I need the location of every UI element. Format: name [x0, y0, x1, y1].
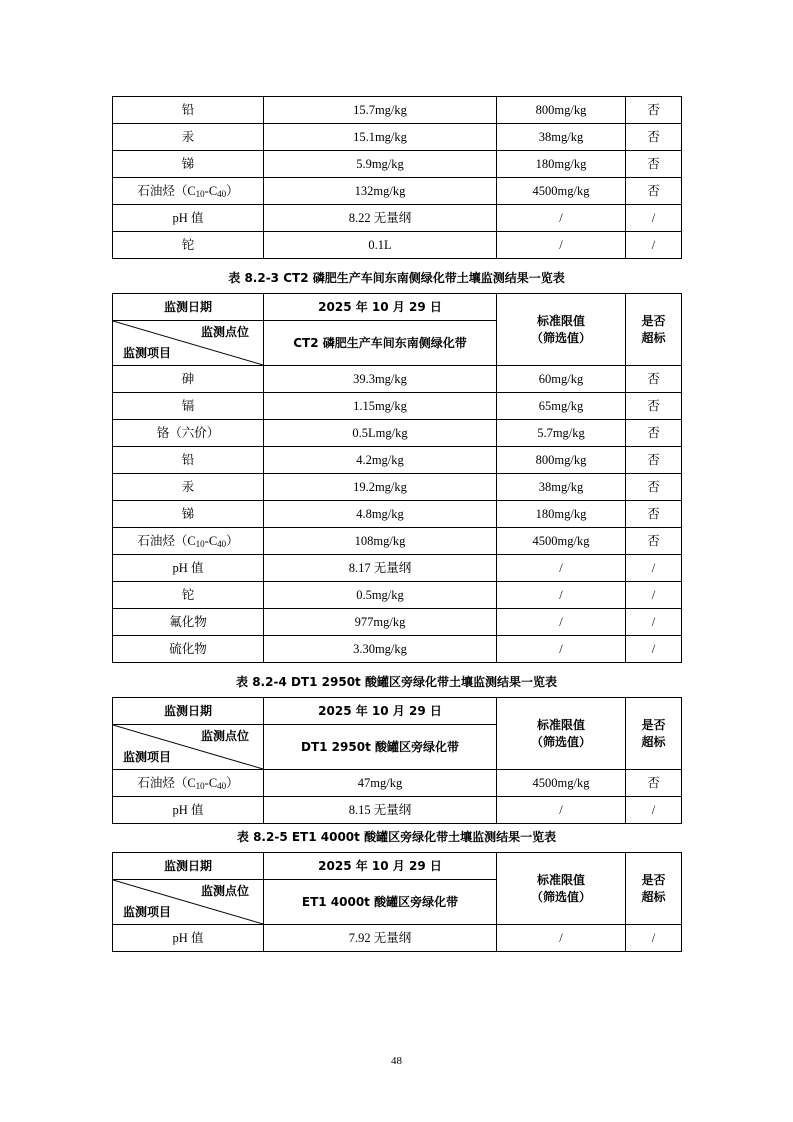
exceed-cell: / [626, 609, 682, 636]
item-cell: 铊 [113, 232, 264, 259]
table-row [113, 97, 682, 124]
item-cell: 铊 [113, 582, 264, 609]
item-label: 监测项目 [123, 346, 172, 360]
limit-cell: / [497, 582, 626, 609]
item-cell: 汞 [113, 474, 264, 501]
item-cell: 石油烃$(C_{10}-C_{40})$ [113, 178, 264, 205]
value-cell: 0.5mg/kg [264, 582, 497, 609]
table-row [113, 393, 682, 420]
date-value: 2025 年 10 月 29 日 [264, 294, 497, 321]
table-row [113, 151, 682, 178]
table-8-2-5 [112, 852, 682, 952]
point-name: ET1 4000t 酸罐区旁绿化带 [264, 880, 497, 925]
value-cell: 39.3mg/kg [264, 366, 497, 393]
exceed-cell: / [626, 232, 682, 259]
table-row [113, 582, 682, 609]
exceed-header: 是否 超标 [626, 294, 682, 366]
item-cell: 锑 [113, 501, 264, 528]
limit-cell: 60mg/kg [497, 366, 626, 393]
item-cell: pH 值 [113, 205, 264, 232]
point-label: 监测点位 [200, 884, 249, 898]
limit-cell: / [497, 797, 626, 824]
exceed-cell: 否 [626, 474, 682, 501]
value-cell: 15.1mg/kg [264, 124, 497, 151]
limit-cell: / [497, 636, 626, 663]
item-cell: 锑 [113, 151, 264, 178]
item-cell: pH 值 [113, 797, 264, 824]
item-cell: 铅 [113, 447, 264, 474]
exceed-cell: 否 [626, 151, 682, 178]
exceed-cell: 否 [626, 393, 682, 420]
value-cell: 8.22 无量纲 [264, 205, 497, 232]
value-cell: 4.8mg/kg [264, 501, 497, 528]
point-name: CT2 磷肥生产车间东南侧绿化带 [264, 321, 497, 366]
point-label: 监测点位 [200, 325, 249, 339]
exceed-cell: 否 [626, 528, 682, 555]
table-continued [112, 96, 682, 259]
table-8-2-4-caption: 表 8.2-4 DT1 2950t 酸罐区旁绿化带土壤监测结果一览表 [236, 675, 557, 689]
date-value: 2025 年 10 月 29 日 [264, 698, 497, 725]
limit-cell: 180mg/kg [497, 151, 626, 178]
diagonal-header-cell [113, 321, 264, 366]
exceed-header: 是否 超标 [626, 698, 682, 770]
table-row [113, 420, 682, 447]
table-8-2-3-caption: 表 8.2-3 CT2 磷肥生产车间东南侧绿化带土壤监测结果一览表 [228, 271, 565, 285]
item-cell: pH 值 [113, 925, 264, 952]
limit-header: 标准限值 （筛选值） [497, 853, 626, 925]
limit-cell: / [497, 232, 626, 259]
table-row [113, 178, 682, 205]
value-cell: 0.1L [264, 232, 497, 259]
item-cell: 硫化物 [113, 636, 264, 663]
value-cell: 15.7mg/kg [264, 97, 497, 124]
table-row [113, 770, 682, 797]
table-row [113, 555, 682, 582]
exceed-cell: 否 [626, 770, 682, 797]
limit-header: 标准限值 （筛选值） [497, 294, 626, 366]
limit-cell: 4500mg/kg [497, 178, 626, 205]
table-row [113, 366, 682, 393]
limit-cell: 4500mg/kg [497, 770, 626, 797]
limit-cell: / [497, 205, 626, 232]
exceed-cell: 否 [626, 124, 682, 151]
page-number: 48 [391, 1055, 402, 1067]
table-row [113, 528, 682, 555]
item-label: 监测项目 [123, 750, 172, 764]
item-cell: 汞 [113, 124, 264, 151]
table-row [113, 797, 682, 824]
limit-cell: 800mg/kg [497, 97, 626, 124]
limit-cell: 38mg/kg [497, 124, 626, 151]
table-8-2-3 [112, 293, 682, 663]
value-cell: 977mg/kg [264, 609, 497, 636]
item-cell: 铅 [113, 97, 264, 124]
item-label: 监测项目 [123, 905, 172, 919]
exceed-cell: 否 [626, 97, 682, 124]
exceed-cell: 否 [626, 420, 682, 447]
date-value: 2025 年 10 月 29 日 [264, 853, 497, 880]
value-cell: 4.2mg/kg [264, 447, 497, 474]
item-cell: 氟化物 [113, 609, 264, 636]
value-cell: 19.2mg/kg [264, 474, 497, 501]
diagonal-header-cell [113, 725, 264, 770]
diagonal-header-cell [113, 880, 264, 925]
point-name: DT1 2950t 酸罐区旁绿化带 [264, 725, 497, 770]
exceed-cell: 否 [626, 178, 682, 205]
value-cell: 0.5Lmg/kg [264, 420, 497, 447]
date-label: 监测日期 [113, 698, 264, 725]
item-cell: 镉 [113, 393, 264, 420]
value-cell: 3.30mg/kg [264, 636, 497, 663]
exceed-cell: / [626, 582, 682, 609]
table-row [113, 609, 682, 636]
point-label: 监测点位 [200, 729, 249, 743]
exceed-cell: / [626, 925, 682, 952]
value-cell: 8.17 无量纲 [264, 555, 497, 582]
value-cell: 5.9mg/kg [264, 151, 497, 178]
table-8-2-4 [112, 697, 682, 824]
exceed-cell: / [626, 205, 682, 232]
exceed-cell: 否 [626, 366, 682, 393]
limit-cell: 65mg/kg [497, 393, 626, 420]
limit-cell: 5.7mg/kg [497, 420, 626, 447]
exceed-cell: 否 [626, 501, 682, 528]
exceed-cell: / [626, 555, 682, 582]
limit-cell: / [497, 925, 626, 952]
date-label: 监测日期 [113, 294, 264, 321]
limit-cell: 38mg/kg [497, 474, 626, 501]
value-cell: 132mg/kg [264, 178, 497, 205]
item-cell: 石油烃$(C_{10}-C_{40})$ [113, 528, 264, 555]
value-cell: 108mg/kg [264, 528, 497, 555]
exceed-header: 是否 超标 [626, 853, 682, 925]
limit-cell: 800mg/kg [497, 447, 626, 474]
item-cell: 砷 [113, 366, 264, 393]
table-row [113, 124, 682, 151]
table-row [113, 636, 682, 663]
table-row [113, 501, 682, 528]
value-cell: 8.15 无量纲 [264, 797, 497, 824]
exceed-cell: / [626, 636, 682, 663]
table-row [113, 232, 682, 259]
value-cell: 7.92 无量纲 [264, 925, 497, 952]
item-cell: 石油烃$(C_{10}-C_{40})$ [113, 770, 264, 797]
exceed-cell: / [626, 797, 682, 824]
table-row [113, 205, 682, 232]
limit-header: 标准限值 （筛选值） [497, 698, 626, 770]
item-cell: pH 值 [113, 555, 264, 582]
table-row [113, 925, 682, 952]
limit-cell: 180mg/kg [497, 501, 626, 528]
limit-cell: / [497, 609, 626, 636]
table-row [113, 447, 682, 474]
table-8-2-5-caption: 表 8.2-5 ET1 4000t 酸罐区旁绿化带土壤监测结果一览表 [236, 830, 557, 844]
value-cell: 1.15mg/kg [264, 393, 497, 420]
table-row [113, 474, 682, 501]
exceed-cell: 否 [626, 447, 682, 474]
limit-cell: / [497, 555, 626, 582]
date-label: 监测日期 [113, 853, 264, 880]
limit-cell: 4500mg/kg [497, 528, 626, 555]
item-cell: 铬（六价） [113, 420, 264, 447]
value-cell: 47mg/kg [264, 770, 497, 797]
